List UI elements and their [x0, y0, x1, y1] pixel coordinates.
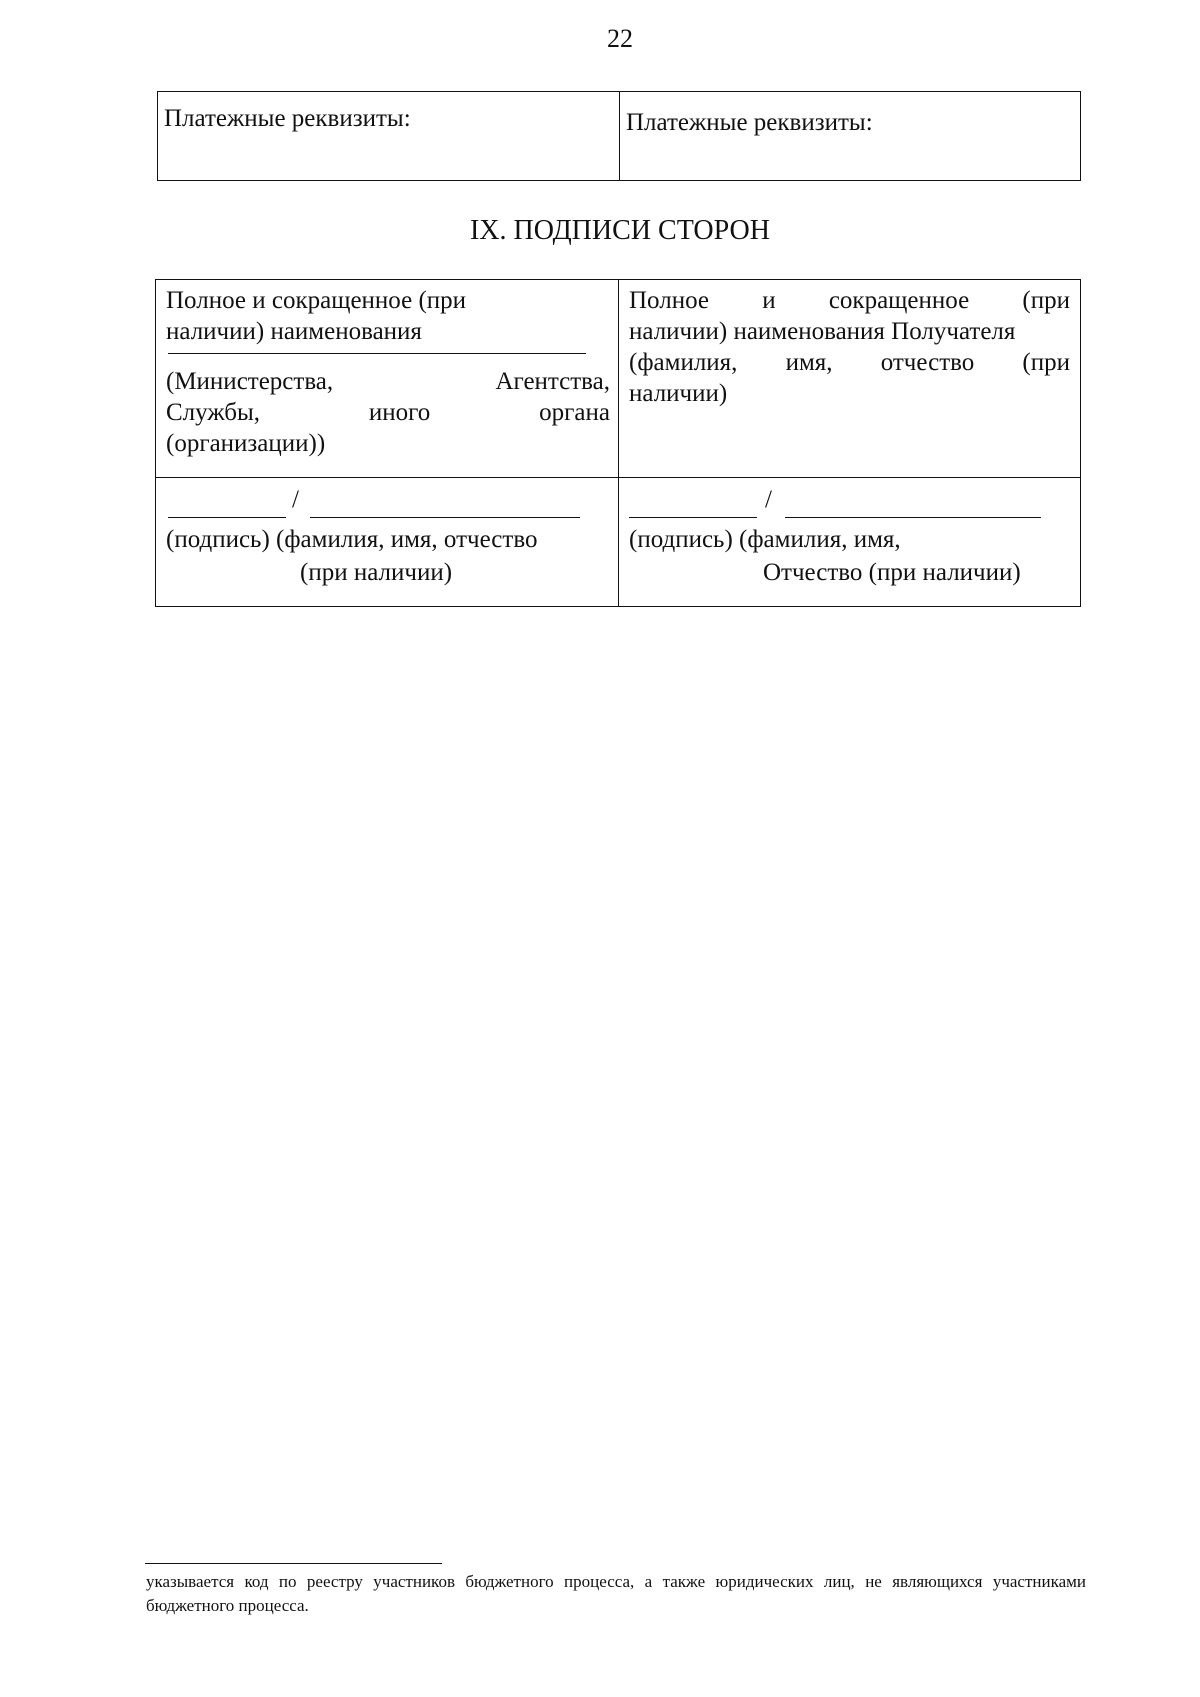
- left-signature-slash: /: [292, 486, 299, 513]
- footnote-separator: [145, 1563, 442, 1564]
- right-party-name-cell: [619, 280, 1080, 477]
- left-signature-lines: [166, 483, 610, 523]
- payment-details-table: [157, 91, 1081, 181]
- right-signature-slash: /: [765, 486, 772, 513]
- right-header-line-2: наличии) наименования Получателя: [629, 318, 1016, 345]
- left-signature-cell: [156, 478, 619, 606]
- section-title: IX. ПОДПИСИ СТОРОН: [469, 215, 770, 246]
- left-party-name-cell: [156, 280, 619, 477]
- footnote-text: указывается код по реестру участников бюджетного процесса, а также юридических лиц, не являющихся участниками бюджетного процесса.: [146, 1572, 1086, 1615]
- right-signature-blank: [629, 491, 757, 518]
- left-fullname-blank: [310, 491, 580, 518]
- left-header-line-5: (организации)): [166, 430, 326, 457]
- left-signature-caption-1: (подпись) (фамилия, имя, отчество: [166, 526, 538, 553]
- signatures-header-row: [156, 280, 1080, 478]
- left-signature-caption-2: (при наличии): [300, 559, 453, 586]
- left-header-line-4: Службы, иного органа: [166, 399, 610, 426]
- left-signature-blank: [168, 491, 286, 518]
- left-header-line-1: Полное и сокращенное (при: [166, 287, 467, 314]
- payment-details-left: Платежные реквизиты:: [158, 92, 620, 180]
- right-signature-caption-1: (подпись) (фамилия, имя,: [629, 526, 901, 553]
- page-number: 22: [607, 24, 633, 53]
- left-header-line-2: наличии) наименования: [166, 318, 422, 345]
- signatures-table: [155, 279, 1081, 607]
- right-signature-lines: [629, 483, 1070, 523]
- right-signature-cell: [619, 478, 1080, 606]
- signatures-sign-row: [156, 478, 1080, 606]
- payment-details-right: Платежные реквизиты:: [626, 109, 873, 136]
- right-signature-caption-2: Отчество (при наличии): [763, 559, 1021, 586]
- right-fullname-blank: [785, 491, 1041, 518]
- left-name-blank-line: [168, 353, 586, 354]
- right-header-line-4: наличии): [629, 380, 728, 407]
- right-header-line-3: (фамилия, имя, отчество (при: [629, 349, 1070, 376]
- right-header-line-1: Полное и сокращенное (при: [629, 287, 1070, 314]
- left-header-line-3: (Министерства, Агентства,: [166, 368, 610, 395]
